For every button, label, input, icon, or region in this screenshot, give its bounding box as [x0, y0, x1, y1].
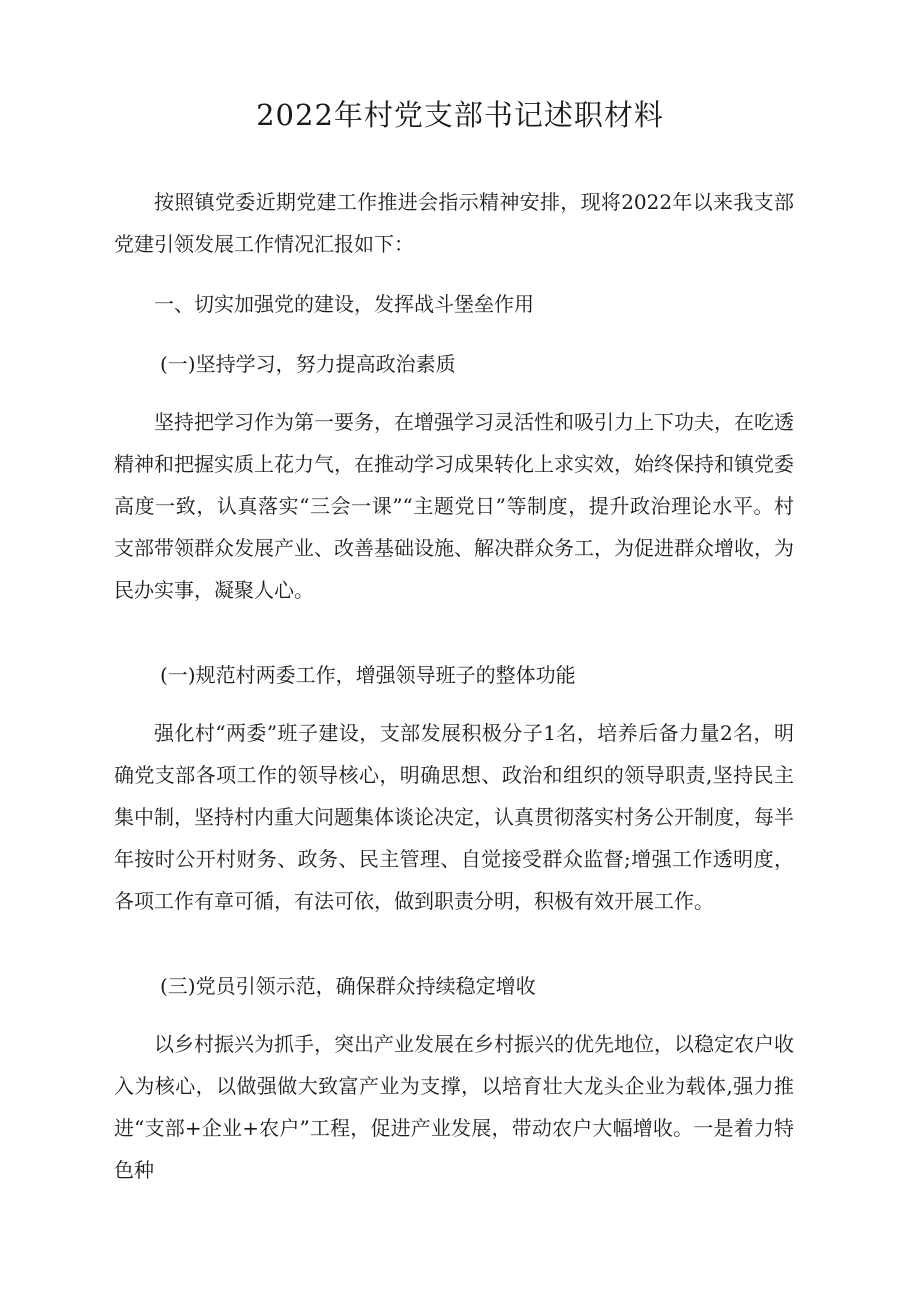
subsection-2-paragraph: 强化村“两委”班子建设，支部发展积极分子1名，培养后备力量2名，明确党支部各项工作的领导核心，明确思想、政治和组织的领导职责,坚持民主集中制，坚持村内重大问题集体谈论决定，认真贯彻落实村务公开制度，每半年按时公开村财务、政务、民主管理、自觉接受群众监督;增强工作透明度，各项工作有章可循，有法可依，做到职责分明，积极有效开展工作。 [114, 721, 794, 913]
subsection-3-heading: (三)党员引领示范，确保群众持续稳定增收 [160, 974, 536, 998]
subsection-2-heading: (一)规范村两委工作，增强领导班子的整体功能 [160, 663, 576, 687]
document-title: 2022年村党支部书记述职材料 [256, 98, 664, 132]
subsection-1-paragraph: 坚持把学习作为第一要务，在增强学习灵活性和吸引力上下功夫，在吃透精神和把握实质上花力气，在推动学习成果转化上求实效，始终保持和镇党委高度一致，认真落实“三会一课”“主题党日”等制度，提升政治理论水平。村支部带领群众发展产业、改善基础设施、解决群众务工，为促进群众增收，为民办实事，凝聚人心。 [114, 410, 794, 602]
section-1-heading: 一、切实加强党的建设，发挥战斗堡垒作用 [154, 292, 534, 316]
subsection-1-heading: (一)坚持学习，努力提高政治素质 [160, 352, 456, 376]
subsection-3-paragraph: 以乡村振兴为抓手，突出产业发展在乡村振兴的优先地位，以稳定农户收入为核心，以做强做大致富产业为支撑，以培育壮大龙头企业为载体,强力推进“支部+企业+农户”工程，促进产业发展，带动农户大幅增收。一是着力特色种 [114, 1032, 794, 1182]
intro-paragraph: 按照镇党委近期党建工作推进会指示精神安排，现将2022年以来我支部党建引领发展工作情况汇报如下： [114, 190, 794, 256]
